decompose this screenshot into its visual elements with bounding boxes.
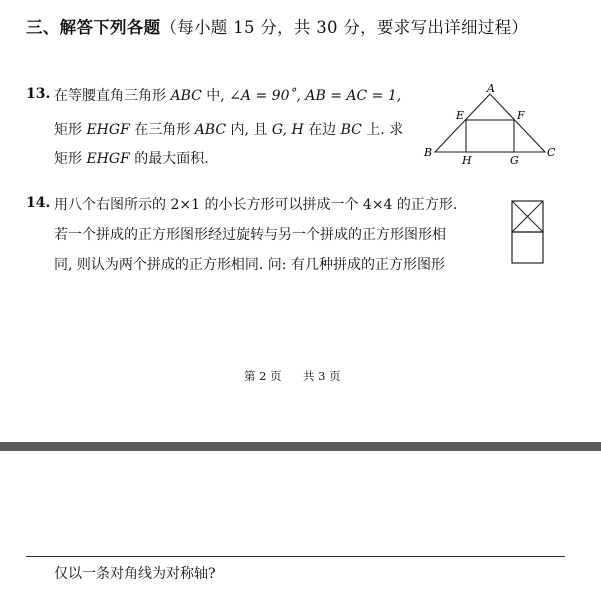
q13-math: ∠A = 90˚, AB = AC = 1, <box>229 88 402 104</box>
section-title <box>26 14 528 38</box>
q13-math: G, H <box>271 122 304 138</box>
label-e: E <box>456 109 465 122</box>
rectangle-ehgf <box>466 120 514 152</box>
q14-math: 2×1 <box>170 197 200 213</box>
label-f: F <box>517 109 525 122</box>
page-number: 第 2 页 <box>244 369 282 383</box>
question-14-line-1 <box>54 194 457 214</box>
question-13-line-1 <box>54 85 401 105</box>
question-13-line-2 <box>54 119 403 139</box>
q13-text: 在边 <box>303 122 341 138</box>
q13-math: BC <box>340 122 362 138</box>
q14-text: 的小长方形可以拼成一个 <box>200 197 363 213</box>
page-total: 共 3 页 <box>303 369 341 383</box>
label-h: H <box>462 154 472 167</box>
q13-text: 矩形 <box>54 151 87 167</box>
q13-text: 内, 且 <box>226 122 272 138</box>
q13-text: 中, <box>201 88 230 104</box>
label-g: G <box>510 154 519 167</box>
q14-math: 4×4 <box>362 197 393 213</box>
q13-text: 上. 求 <box>361 122 404 138</box>
header-rule <box>26 556 565 557</box>
label-a: A <box>487 82 495 95</box>
page-break-divider <box>0 442 601 451</box>
triangle-figure <box>420 82 560 168</box>
q13-text: 的最大面积. <box>129 151 209 167</box>
q13-math: EHGF <box>86 122 130 138</box>
question-14-line-3: 同, 则认为两个拼成的正方形相同. 问: 有几种拼成的正方形图形 <box>54 257 445 273</box>
domino-bottom-cell <box>512 232 543 263</box>
question-13-line-3 <box>54 148 209 168</box>
section-title-text: 三、解答下列各题 <box>26 18 161 37</box>
q14-text: 用八个右图所示的 <box>54 197 171 213</box>
q13-text: 在等腰直角三角形 <box>54 88 171 104</box>
question-14-line-4: 仅以一条对角线为对称轴? <box>54 566 216 582</box>
q13-math: ABC <box>170 88 202 104</box>
q13-math: ABC <box>194 122 227 138</box>
q13-math: EHGF <box>86 151 130 167</box>
triangle-abc <box>435 94 545 152</box>
q13-text: 矩形 <box>54 122 87 138</box>
domino-figure <box>511 200 545 266</box>
q13-text: 在三角形 <box>129 122 195 138</box>
q14-text: 的正方形. <box>392 197 458 213</box>
label-b: B <box>424 146 433 159</box>
section-note: （每小题 15 分，共 30 分，要求写出详细过程） <box>160 18 529 37</box>
question-14-line-2: 若一个拼成的正方形图形经过旋转与另一个拼成的正方形图形相 <box>54 227 446 243</box>
label-c: C <box>547 146 556 159</box>
question-13-number: 13. <box>26 86 51 102</box>
question-14-number: 14. <box>26 195 51 211</box>
